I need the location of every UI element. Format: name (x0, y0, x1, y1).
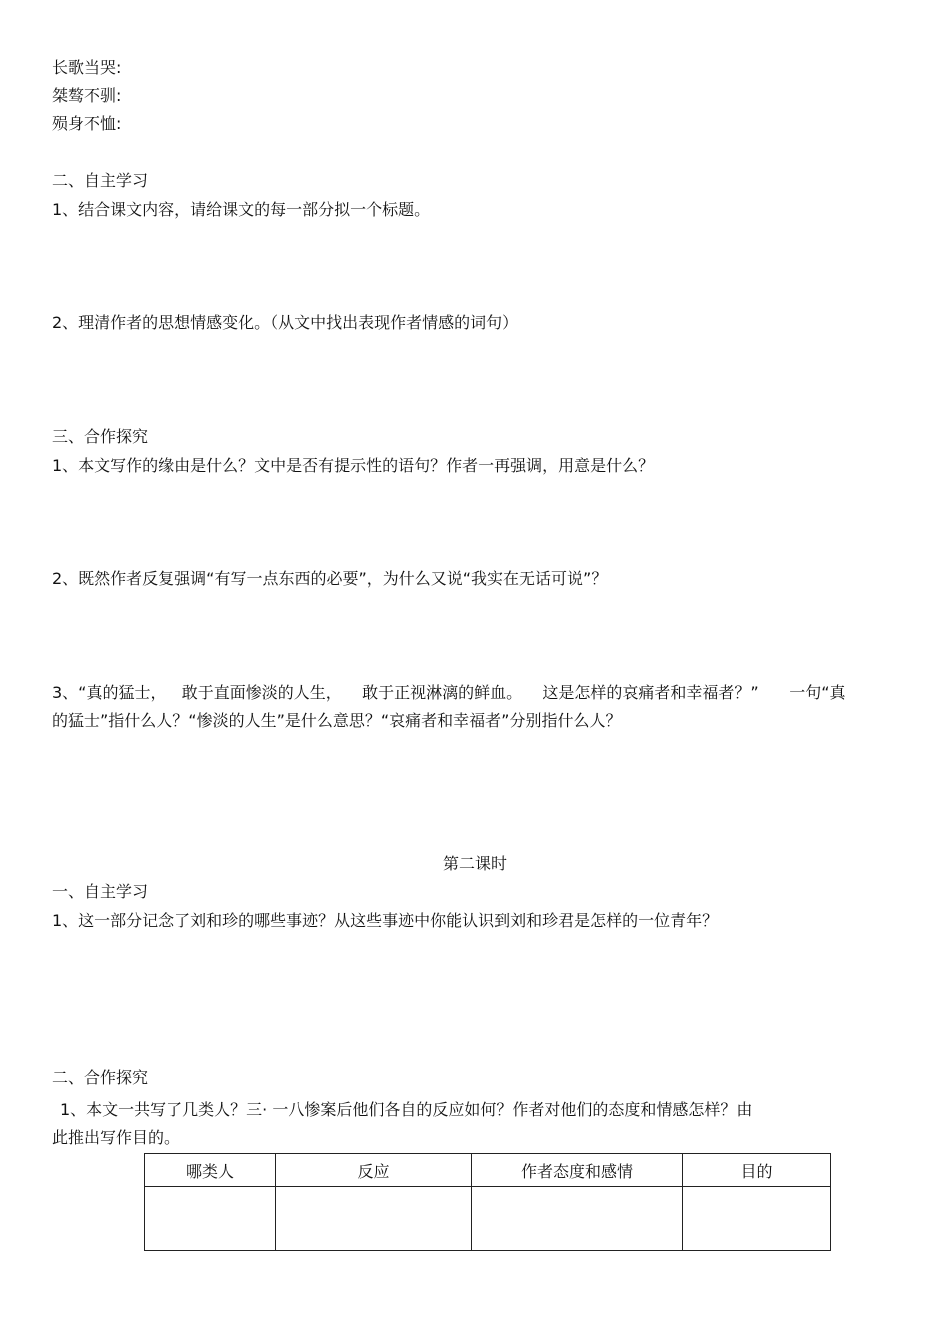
question-3-3-line2: 的猛士”指什么人？“惨淡的人生”是什么意思？“哀痛者和幸福者”分别指什么人？ (52, 711, 622, 730)
lesson-2-question-2-line1: 1、本文一共写了几类人？三· 一八惨案后他们各自的反应如何？作者对他们的态度和情感怎样？由 (60, 1100, 753, 1119)
vocab-item-1: 长歌当哭: (52, 58, 122, 77)
question-2-2: 2、理清作者的思想情感变化。（从文中找出表现作者情感的词句） (52, 313, 519, 332)
section-title-cooperative: 三、合作探究 (52, 427, 149, 446)
lesson-2-title: 第二课时 (442, 854, 507, 873)
answer-cell-purpose[interactable] (683, 1187, 831, 1251)
answer-cell-reaction[interactable] (276, 1187, 472, 1251)
table-row (145, 1187, 831, 1251)
header-category: 哪类人 (145, 1154, 276, 1187)
vocab-item-3: 殒身不恤: (52, 114, 122, 133)
section-title-self-study: 二、自主学习 (52, 171, 149, 190)
lesson-2-section-cooperative: 二、合作探究 (52, 1068, 149, 1087)
lesson-2-question-2-line2: 此推出写作目的。 (52, 1128, 181, 1147)
lesson-2-question-1: 1、这一部分记念了刘和珍的哪些事迹？从这些事迹中你能认识到刘和珍君是怎样的一位青年？ (52, 911, 719, 930)
question-3-3-line1: 3、“真的猛士， 敢于直面惨淡的人生， 敢于正视淋漓的鲜血。 这是怎样的哀痛者和幸福者？” 一句“真 (52, 683, 846, 702)
question-2-1: 1、结合课文内容，请给课文的每一部分拟一个标题。 (52, 200, 431, 219)
table-header-row (145, 1154, 831, 1187)
vocab-item-2: 桀骜不驯: (52, 86, 122, 105)
answer-cell-category[interactable] (145, 1187, 276, 1251)
question-3-1: 1、本文写作的缘由是什么？文中是否有提示性的语句？作者一再强调，用意是什么？ (52, 456, 655, 475)
answer-cell-author-attitude[interactable] (472, 1187, 683, 1251)
question-3-2: 2、既然作者反复强调“有写一点东西的必要”，为什么又说“我实在无话可说”？ (52, 569, 608, 588)
header-purpose: 目的 (683, 1154, 831, 1187)
answer-table (144, 1153, 831, 1251)
header-reaction: 反应 (276, 1154, 472, 1187)
lesson-2-section-self-study: 一、自主学习 (52, 882, 149, 901)
header-author-attitude: 作者态度和感情 (472, 1154, 683, 1187)
